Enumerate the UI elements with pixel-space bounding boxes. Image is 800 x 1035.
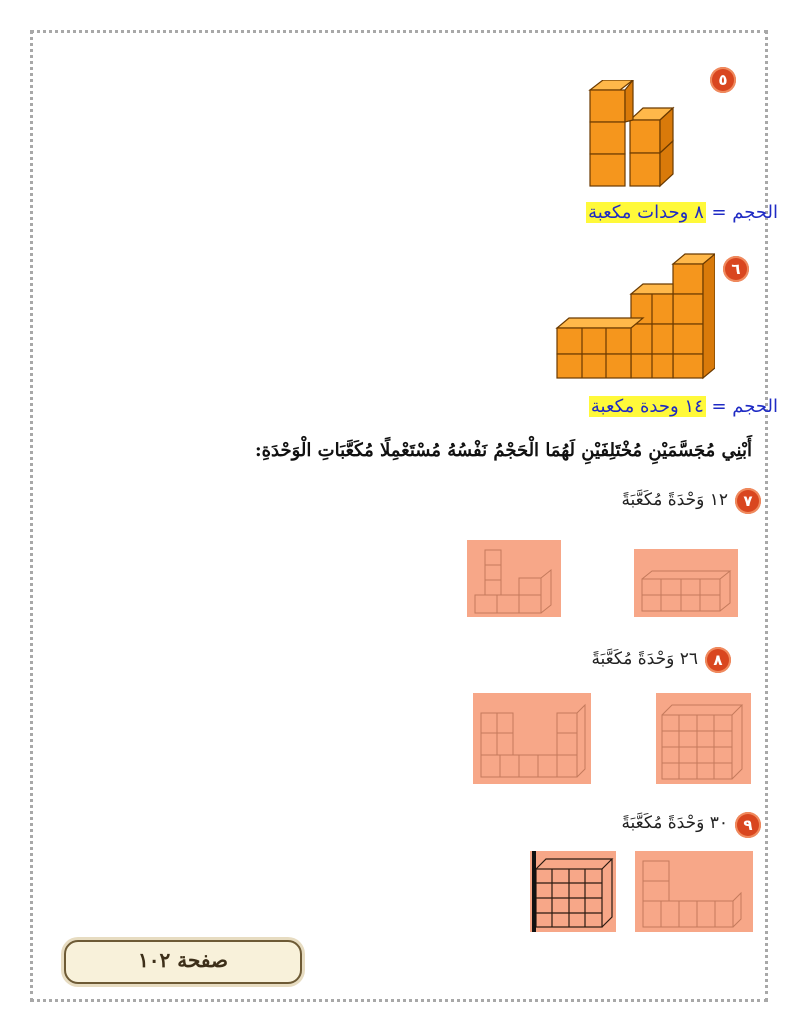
item-7-badge: ٧ (735, 488, 761, 514)
exercise-6-volume-label: الحجم = (711, 396, 778, 417)
exercise-6-cube-figure (555, 250, 715, 380)
exercise-5-volume-label: الحجم = (711, 202, 778, 223)
exercise-5-volume (586, 202, 778, 223)
exercise-6-answer: ١٤ وحدة مكعبة (590, 396, 704, 417)
exercise-6-volume (589, 396, 778, 417)
item-7-solid-b (467, 540, 561, 617)
item-9-text: ٣٠ وَحْدَةً مُكَعَّبَةً (621, 813, 728, 833)
page-number-label: صفحة ١٠٢ (138, 948, 228, 972)
item-8-badge: ٨ (705, 647, 731, 673)
item-9-solid-a (635, 851, 753, 932)
exercise-6-badge: ٦ (723, 256, 749, 282)
item-8-solid-a (656, 693, 751, 784)
exercise-5-badge: ٥ (710, 67, 736, 93)
item-8-solid-b (473, 693, 591, 784)
item-9-solid-b (530, 851, 616, 932)
item-7-solid-a (634, 549, 738, 617)
page-number-box (64, 940, 302, 984)
exercise-5-answer: ٨ وحدات مكعبة (588, 202, 704, 223)
item-8-text: ٢٦ وَحْدَةً مُكَعَّبَةً (591, 649, 698, 669)
instruction-text: أَبْنِي مُجَسَّمَيْنِ مُخْتَلِفَيْنِ لَهُمَا الْحَجْمُ نَفْسُهُ مُسْتَعْمِلًا مُكَعَّبَاتِ الْوَحْدَةِ: (254, 440, 752, 461)
item-9-badge: ٩ (735, 812, 761, 838)
item-7-text: ١٢ وَحْدَةً مُكَعَّبَةً (621, 490, 728, 510)
exercise-5-cube-figure (585, 80, 695, 190)
